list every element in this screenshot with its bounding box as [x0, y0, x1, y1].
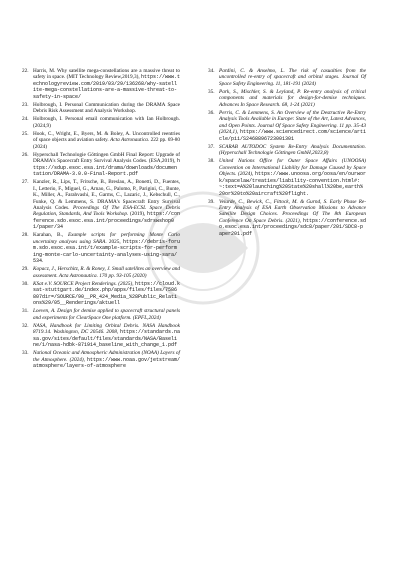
reference-number: 25.	[22, 130, 29, 137]
reference-text-segment: Kanzler, R., Lips, T., Fritsche, B., Breslau, A., Bonetti, D., Fuentes, I., Letterio, F., Miguel, G., Arnao, G., Palomo, P., Parigini, C., Bunte, K., Miller, A., Farahvashi, E., Garms, C., Lazaric, J., Kebschull, C., Funke, Q. & Lemmens, S. DRAMA's Spacecraft Entry Survival Analysis Codes.	[33, 179, 180, 212]
reference-text-segment: National Oceanic and Atmospheric Administration (NOAA) Layers of the Atmosphere. (2024),	[33, 350, 180, 363]
reference-entry	[22, 350, 180, 369]
reference-number: 33.	[22, 350, 29, 357]
reference-number: 23.	[22, 101, 29, 108]
reference-text-segment: Holbrough, I. Personal email communication with Ian Holbrough. (2024,9)	[33, 116, 180, 129]
reference-text-segment: . 222 pp. 69-80 (2024)	[33, 137, 180, 150]
reference-number: 28.	[22, 232, 29, 239]
reference-text	[33, 116, 180, 129]
reference-url-link[interactable]: https://conference.sdo.esoc.esa.int/proceedings/sdc8/paper/201/SDC8-paper201.pdf	[219, 217, 366, 237]
reference-text-segment: KSat e.V. SOURCE Project Renderings. (2025),	[33, 280, 135, 287]
reference-text-segment: Loeven, A. Design for demise applied to spacecraft structural panels and experiments for ClearSpace One platform. (EPFL,2024)	[33, 308, 180, 321]
reference-number: 39.	[208, 198, 215, 205]
reference-text	[33, 131, 180, 150]
reference-entry	[22, 131, 180, 150]
reference-number: 36.	[208, 109, 215, 116]
reference-text-segment: Perris, C. & Lemmens, S. An Overview of the Destructive Re-Entry Analysis Tools Available in Europe: State of the Art, Latest Advances, and Open Points. Journal Of Space Safety Engineering. 11 pp. 35-43 (2024,1),	[219, 109, 366, 136]
reference-number: 35.	[208, 88, 215, 95]
reference-text-segment: Harris, M. Why satellite mega-constellations are a massive threat to safety in space. (MIT Technology Review,2019,3),	[33, 68, 180, 81]
reference-url-link[interactable]: https://cloud.ksat-stuttgart.de/index.php/apps/files/files/7586807dir=/SOURCE/90__PR_424_Media_%28Public_Relations%29/05__Renderings/aktuell	[33, 280, 180, 307]
reference-text	[33, 68, 180, 100]
reference-entry	[22, 116, 180, 129]
reference-text-segment: .	[42, 258, 44, 265]
reference-text-segment: Karahan, B.,	[33, 232, 68, 239]
reference-text-segment: Kopacz, J., Herschitz, R. & Roney, J. Small satellites an overview and assessment. Acta Astronautica. 170 pp. 93-105 (2020)	[33, 266, 180, 279]
reference-text	[219, 89, 366, 108]
reference-number: 32.	[22, 322, 29, 329]
reference-text-segment: (2019),	[128, 211, 147, 218]
reference-entry	[22, 308, 180, 321]
reference-entry	[208, 158, 366, 197]
reference-entry	[22, 102, 180, 115]
reference-entry	[22, 152, 180, 178]
reference-number: 34.	[208, 68, 215, 74]
reference-url-link[interactable]: https://debris-forum.sdo.esoc.esa.int/t/example-scripts-for-performing-monte-carlo-uncertainty-analyses-using-sara/534	[33, 238, 180, 265]
reference-number: 38.	[208, 158, 215, 165]
reference-text	[219, 68, 366, 87]
reference-text-segment: Hook, C., Wright, E., Byers, M. & Boley, A. Uncontrolled reentries of space objects and aviation safety.	[33, 130, 180, 144]
reference-text-segment: Proceedings Of The ESA-ECSL Space Debris Regulation, Standards, And Tools Workshop.	[33, 205, 181, 218]
reference-entry	[22, 266, 180, 279]
left-reference-column	[22, 68, 180, 371]
reference-text	[33, 266, 180, 279]
reference-entry	[208, 68, 366, 87]
reference-text-segment: Holbrough, I. Personal Communication during the DRAMA Space Debris Risk Assessment and Analysis Workshop.	[33, 101, 180, 115]
reference-url-link[interactable]: https://www.technologyreview.com/2019/03/29/136268/why-satellite-mega-constellations-are-a-massive-threat-to-safety-in-space/	[33, 74, 180, 100]
reference-text-segment: NASA, Handbook for Limiting Orbital Debris. NASA Handbook 8719.14. Washington, DC 20546. 2008,	[33, 322, 180, 336]
reference-text	[33, 152, 180, 178]
reference-text	[219, 144, 366, 157]
reference-text	[33, 308, 180, 321]
reference-text	[33, 179, 180, 231]
reference-text-segment: Park, S., Mischler, S. & Leyland, P. Re-entry analysis of critical components and materials for design-for-demise techniques. Advances In Space Research. 68, 1-24 (2021)	[219, 88, 366, 108]
reference-url-link[interactable]: https://standards.nasa.gov/sites/default/files/standards/NASA/Baseline/1/nasa-hdbk-871914_baseline_with_change_1.pdf	[33, 329, 180, 349]
reference-number: 27.	[22, 179, 29, 186]
reference-url-link[interactable]: https://www.sciencedirect.com/science/article/pii/S2468896723001301	[219, 129, 366, 142]
reference-text-segment: . 2025,	[105, 238, 123, 245]
reference-url-link[interactable]: https://www.noaa.gov/jetstream/atmosphere/layers-of-atmosphere	[33, 356, 180, 370]
reference-entry	[22, 68, 180, 100]
right-reference-column	[208, 68, 366, 239]
reference-text-segment: Acta Astronautica	[110, 137, 148, 144]
reference-entry	[22, 323, 180, 349]
reference-text-segment: Pardini, C. & Anselmo, L. The risk of casualties from the uncontrolled re-entry of spacecraft and orbital stages. Journal Of Space Safety Engineering. 11, 181-191 (2024)	[219, 68, 366, 87]
reference-number: 29.	[22, 266, 29, 273]
reference-text-segment: United Nations Office for Outer Space Affairs (UNOOSA) Convention on International Liability for Damage Caused by Space Objects. (2024),	[219, 158, 366, 178]
reference-entry	[208, 199, 366, 238]
reference-url-link[interactable]: https://sdup.esoc.esa.int/drama/downloads/documentation/DRAMA-3.0.0-Final-Report.pdf	[33, 158, 180, 178]
reference-number: 37.	[208, 143, 215, 150]
reference-entry	[208, 144, 366, 157]
reference-entry	[22, 232, 180, 264]
reference-number: 31.	[22, 308, 29, 315]
reference-entry	[22, 179, 180, 231]
reference-text-segment: SCARAB AUTODOC System Re-Entry Analysis Documentation. (Hyperschall Technologie Göttingen GmbH,2023,8)	[219, 143, 366, 157]
reference-text	[219, 199, 366, 238]
reference-text	[33, 102, 180, 115]
reference-number: 22.	[22, 68, 29, 74]
reference-text	[33, 323, 180, 349]
reference-number: 30.	[22, 280, 29, 287]
reference-text	[219, 110, 366, 142]
reference-url-link[interactable]: https://conference.sdo.esoc.esa.int/proceedings/sdrswshop01/paper/34	[33, 211, 181, 231]
reference-entry	[208, 89, 366, 108]
reference-text	[33, 281, 180, 307]
reference-text-segment: Example scripts for performing Monte Carlo uncertainty analyses using SARA	[33, 232, 180, 245]
reference-text-segment: Hyperschall Technologie Göttingen GmbH Final Report: Upgrade of DRAMA's Spacecraft Entry Survival Analysis Codes. (ESA,2019),	[33, 151, 180, 165]
reference-entry	[208, 110, 366, 142]
reference-url-link[interactable]: https://www.unoosa.org/oosa/en/ourwork/spacelaw/treaties/liability-convention.html#:~:text=A%20launching%20State%20shall%20be,earth%20or%20to%20aircraft%20flight.	[219, 171, 366, 197]
reference-entry	[22, 281, 180, 307]
reference-text	[33, 350, 180, 369]
reference-number: 24.	[22, 116, 29, 123]
reference-text	[219, 158, 366, 197]
reference-number: 26.	[22, 151, 29, 158]
reference-text-segment: Velarde, C., Bewick, C., Fittock, M. & Gurnd, S. Early Phase Re-Entry Analysis of ESA Earth Observation Missions to Advance Satellite Design Choices. Proceedings Of The 8th European Conference On Space Debris. (2021),	[219, 198, 366, 224]
reference-text	[33, 232, 180, 264]
